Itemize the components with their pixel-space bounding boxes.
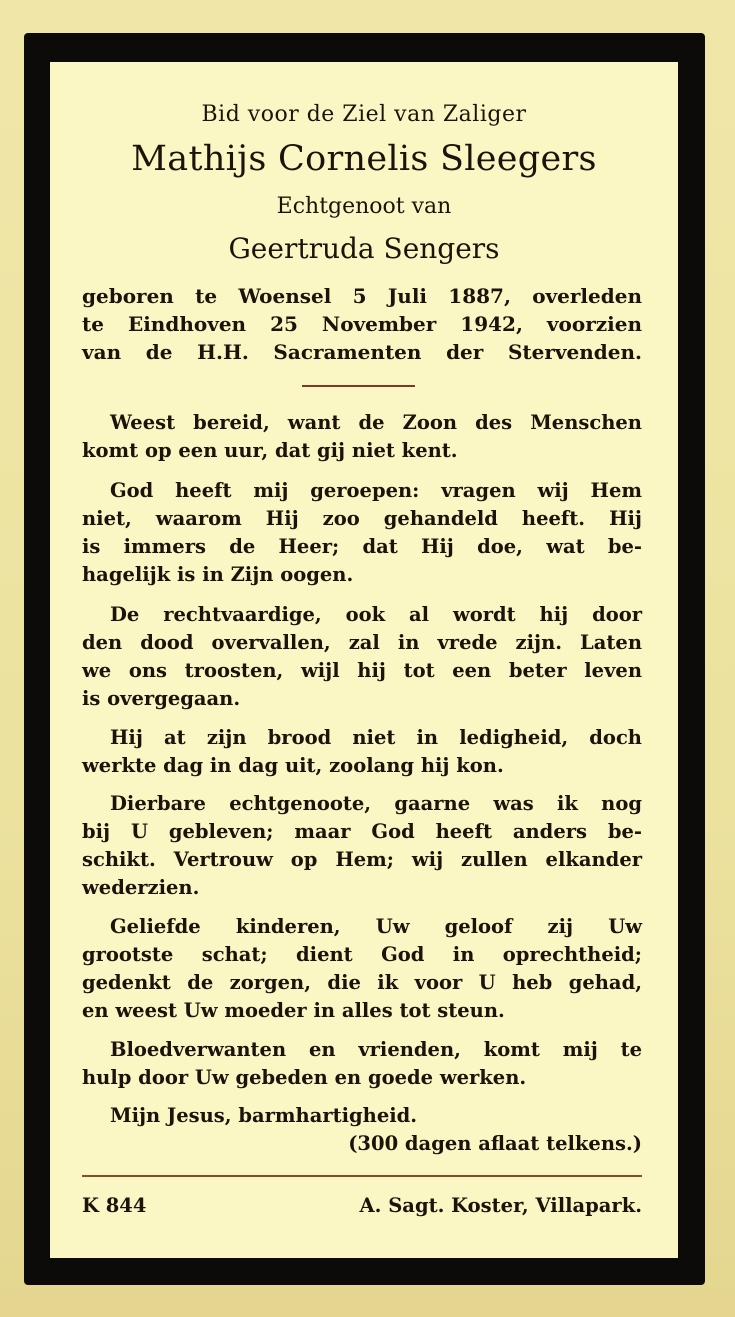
verse-line: den dood overvallen, zal in vrede zijn. Laten xyxy=(82,631,642,654)
bio-line: te Eindhoven 25 November 1942, voorzien xyxy=(82,312,642,336)
printer-imprint: A. Sagt. Koster, Villapark. xyxy=(359,1194,642,1217)
verse-line: werkte dag in dag uit, zoolang hij kon. xyxy=(82,754,504,777)
verse-line: is immers de Heer; dat Hij doe, wat be- xyxy=(82,535,642,558)
bio-line: geboren te Woensel 5 Juli 1887, overleden xyxy=(82,284,642,308)
verse-line: Geliefde kinderen, Uw geloof zij Uw xyxy=(110,915,642,938)
indulgence-note: (300 dagen aflaat telkens.) xyxy=(348,1132,642,1155)
relation-label: Echtgenoot van xyxy=(276,194,452,219)
verse-line: en weest Uw moeder in alles tot steun. xyxy=(82,999,505,1022)
verse-line: schikt. Vertrouw op Hem; wij zullen elkander xyxy=(82,848,642,871)
verse-line: bij U gebleven; maar God heeft anders be- xyxy=(82,820,642,843)
verse-line: niet, waarom Hij zoo gehandeld heeft. Hij xyxy=(82,507,642,530)
verse-line: Hij at zijn brood niet in ledigheid, doch xyxy=(110,726,642,749)
ornament-divider xyxy=(302,385,415,387)
verse-line: hulp door Uw gebeden en goede werken. xyxy=(82,1066,527,1089)
verse-line: God heeft mij geroepen: vragen wij Hem xyxy=(110,479,642,502)
footer-divider xyxy=(82,1175,642,1177)
verse-line: Bloedverwanten en vrienden, komt mij te xyxy=(110,1038,642,1061)
verse-line: we ons troosten, wijl hij tot een beter leven xyxy=(82,659,642,682)
verse-line: Dierbare echtgenoote, gaarne was ik nog xyxy=(110,792,642,815)
verse-line: grootste schat; dient God in oprechtheid; xyxy=(82,943,642,966)
verse-line: hagelijk is in Zijn oogen. xyxy=(82,563,354,586)
verse-line: komt op een uur, dat gij niet kent. xyxy=(82,439,458,462)
catalog-number: K 844 xyxy=(82,1194,147,1217)
memorial-card-panel xyxy=(50,62,678,1258)
card-heading: Bid voor de Ziel van Zaliger xyxy=(201,102,527,127)
verse-line: is overgegaan. xyxy=(82,687,241,710)
bio-line: van de H.H. Sacramenten der Stervenden. xyxy=(82,340,642,364)
deceased-name: Mathijs Cornelis Sleegers xyxy=(131,139,597,179)
verse-line: wederzien. xyxy=(82,876,200,899)
prayer-line: Mijn Jesus, barmhartigheid. xyxy=(110,1104,418,1127)
verse-line: Weest bereid, want de Zoon des Menschen xyxy=(110,411,642,434)
spouse-name: Geertruda Sengers xyxy=(228,232,500,265)
verse-line: De rechtvaardige, ook al wordt hij door xyxy=(110,603,642,626)
verse-line: gedenkt de zorgen, die ik voor U heb gehad, xyxy=(82,971,642,994)
